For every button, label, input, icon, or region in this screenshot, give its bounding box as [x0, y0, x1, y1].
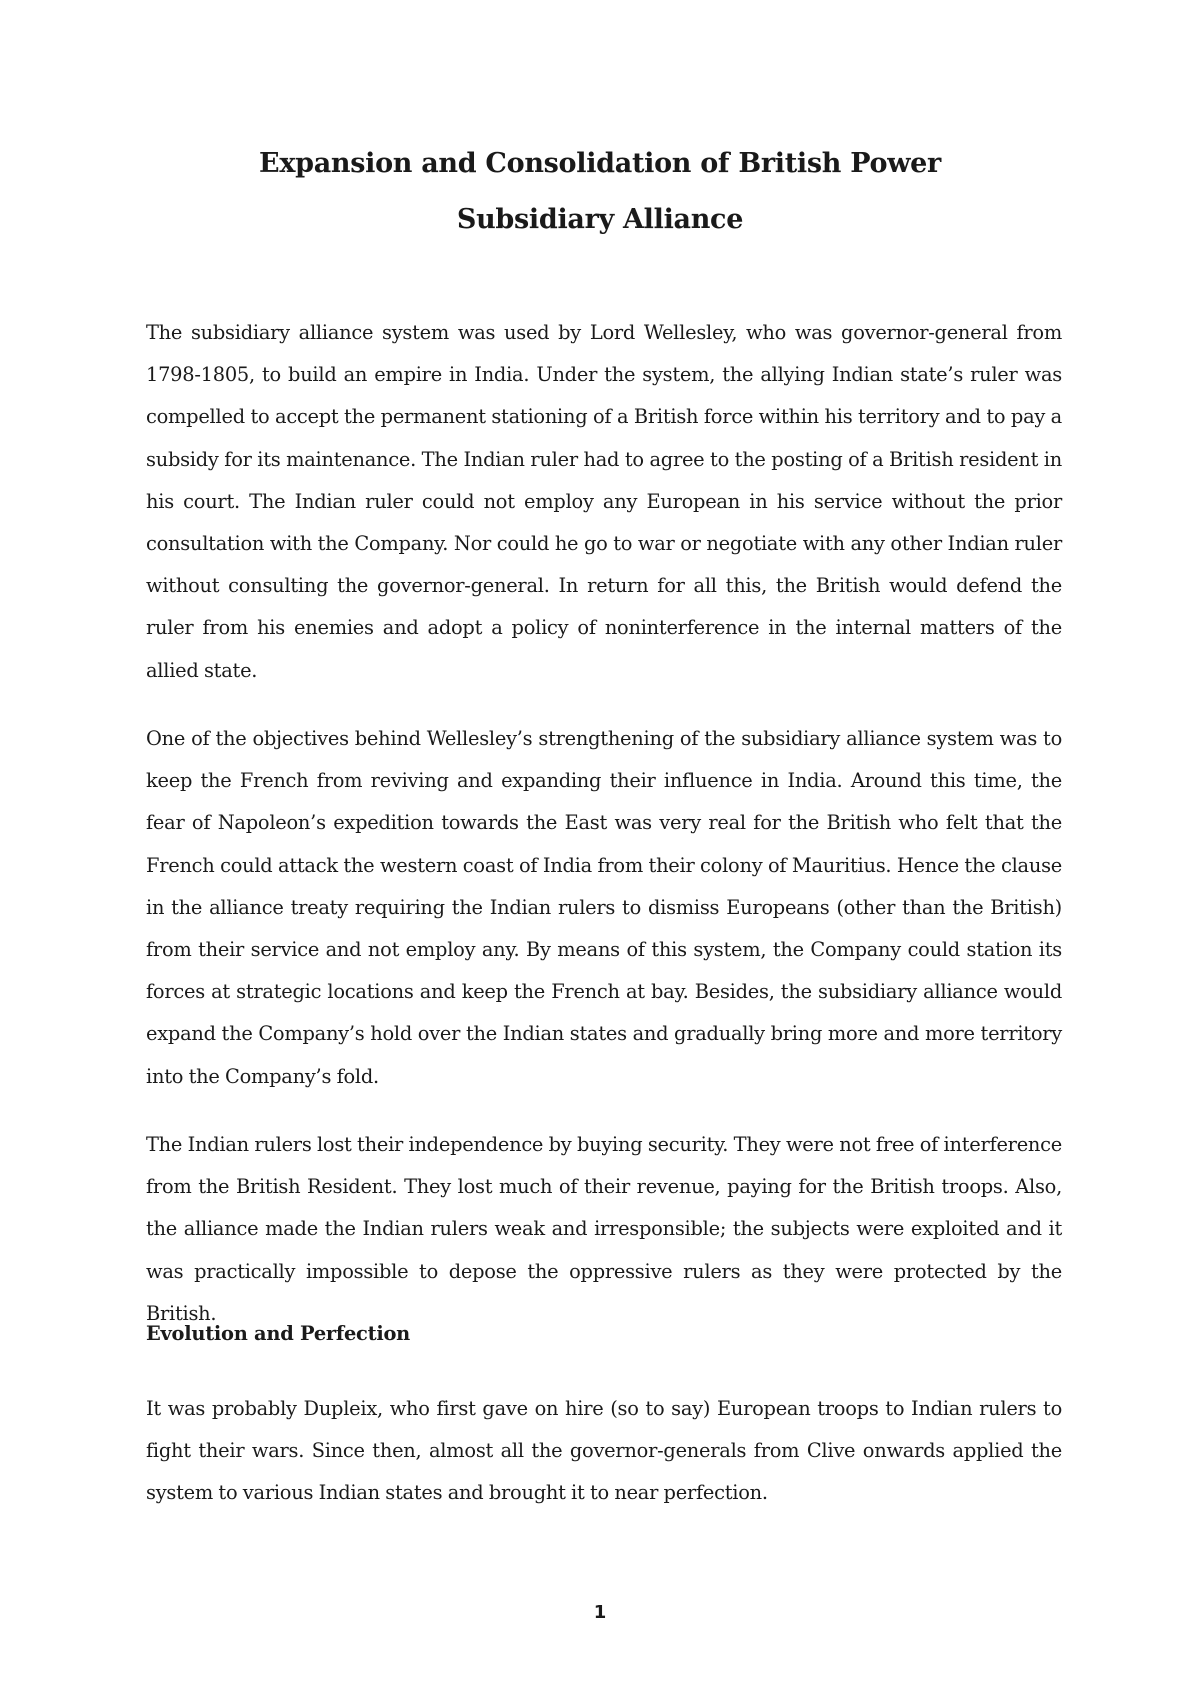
section-heading: Evolution and Perfection [146, 1322, 410, 1345]
section-paragraph: It was probably Dupleix, who first gave on hire (so to say) European troops to Indian rulers to fight their wars. Since then, almost all the governor-generals from Clive onwards applied the system to various Indian states and brought it to near perfection. [146, 1397, 1062, 1505]
body-paragraph: The subsidiary alliance system was used by Lord Wellesley, who was governor-general from 1798-1805, to build an empire in India. Under the system, the allying Indian state’s ruler was compelled to accept the permanent stationing of a British force within his territory and to pay a subsidy for its maintenance. The Indian ruler had to agree to the posting of a British resident in his court. The Indian ruler could not employ any European in his service without the prior consultation with the Company. Nor could he go to war or negotiate with any other Indian ruler without consulting the governor-general. In return for all this, the British would defend the ruler from his enemies and adopt a policy of noninterference in the internal matters of the allied state. [146, 321, 1062, 682]
page-number: 1 [593, 1602, 607, 1623]
body-paragraph: The Indian rulers lost their independence by buying security. They were not free of interference from the British Resident. They lost much of their revenue, paying for the British troops. Also, the alliance made the Indian rulers weak and irresponsible; the subjects were exploited and it was practically impossible to depose the oppressive rulers as they were protected by the British. [146, 1133, 1062, 1325]
page-title: Expansion and Consolidation of British Power [259, 148, 941, 179]
page-subtitle: Subsidiary Alliance [456, 204, 744, 235]
body-paragraph: One of the objectives behind Wellesley’s strengthening of the subsidiary alliance system was to keep the French from reviving and expanding their influence in India. Around this time, the fear of Napoleon’s expedition towards the East was very real for the British who felt that the French could attack the western coast of India from their colony of Mauritius. Hence the clause in the alliance treaty requiring the Indian rulers to dismiss Europeans (other than the British) from their service and not employ any. By means of this system, the Company could station its forces at strategic locations and keep the French at bay. Besides, the subsidiary alliance would expand the Company’s hold over the Indian states and gradually bring more and more territory into the Company’s fold. [146, 727, 1062, 1088]
